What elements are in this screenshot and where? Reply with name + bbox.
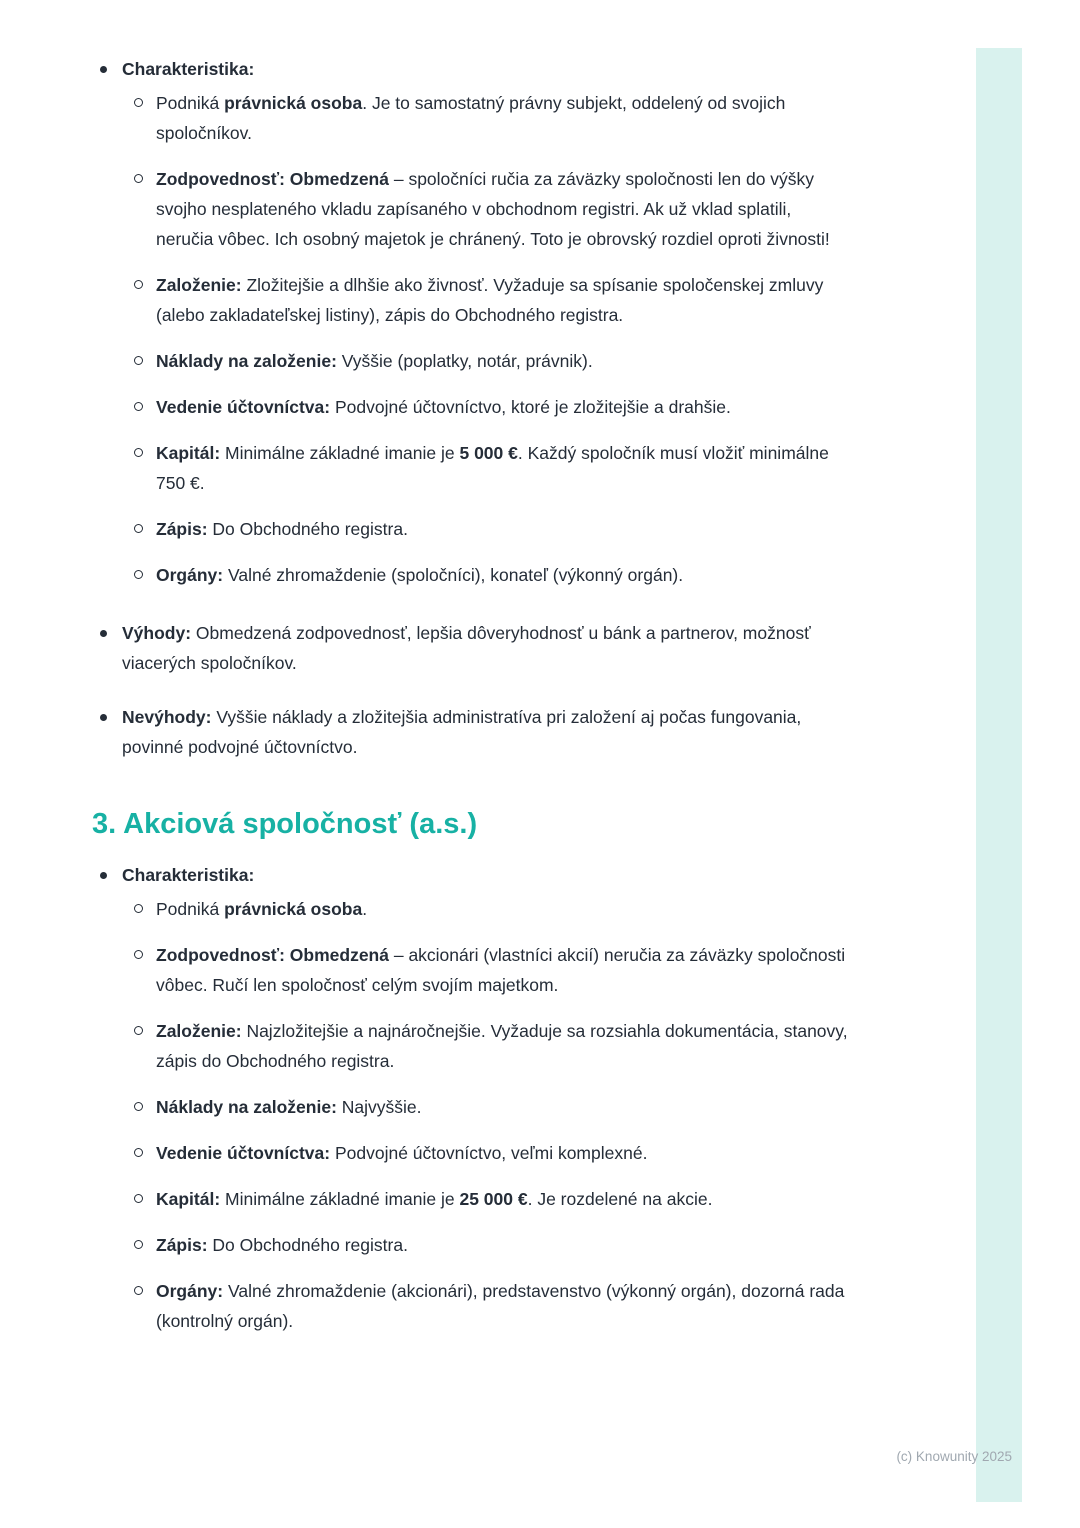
sub-list-item [134, 392, 880, 422]
sub-list-item-text: Podniká právnická osoba. [156, 899, 368, 919]
circle-bullet-icon [134, 174, 143, 183]
sub-list-item-text: Orgány: Valné zhromaždenie (spoločníci), konateľ (výkonný orgán). [156, 565, 684, 585]
sub-list-item [134, 560, 880, 590]
sub-list-item-text: Vedenie účtovníctva: Podvojné účtovníctvo, veľmi komplexné. [156, 1143, 648, 1163]
sub-list-item [134, 88, 880, 148]
sub-list-item-text: Založenie: Zložitejšie a dlhšie ako živnosť. Vyžaduje sa spísanie spoločenskej zmluvy (alebo zakladateľskej listiny), zápis do Obchodného registra. [156, 275, 824, 325]
section-heading: 3. Akciová spoločnosť (a.s.) [92, 808, 478, 840]
sub-list-item [134, 1230, 880, 1260]
circle-bullet-icon [134, 356, 143, 365]
circle-bullet-icon [134, 1102, 143, 1111]
circle-bullet-icon [134, 1194, 143, 1203]
sub-list-item [134, 1016, 880, 1076]
list-item-text: Charakteristika: [122, 865, 255, 885]
sub-list-item-text: Zápis: Do Obchodného registra. [156, 519, 408, 539]
side-stripe [976, 48, 1022, 1502]
list-item-text: Charakteristika: [122, 59, 255, 79]
sub-list-item [134, 1092, 880, 1122]
sub-list-item [134, 940, 880, 1000]
sub-list-item [134, 514, 880, 544]
list-item [100, 860, 880, 890]
bullet-icon [100, 872, 107, 879]
list-item-text: Nevýhody: Vyššie náklady a zložitejšia administratíva pri založení aj počas fungovania, povinné podvojné účtovníctvo. [122, 707, 802, 757]
sub-list-item-text: Kapitál: Minimálne základné imanie je 5 000 €. Každý spoločník musí vložiť minimálne 750 €. [156, 443, 829, 493]
circle-bullet-icon [134, 1148, 143, 1157]
sub-list-item [134, 346, 880, 376]
circle-bullet-icon [134, 402, 143, 411]
sub-list-item [134, 164, 880, 254]
list-item [100, 618, 880, 678]
sub-list-item-text: Vedenie účtovníctva: Podvojné účtovníctvo, ktoré je zložitejšie a drahšie. [156, 397, 731, 417]
circle-bullet-icon [134, 1026, 143, 1035]
list-item [100, 54, 880, 84]
sub-list-item [134, 1138, 880, 1168]
sub-list-item [134, 1276, 880, 1336]
circle-bullet-icon [134, 1240, 143, 1249]
circle-bullet-icon [134, 904, 143, 913]
sub-list-item-text: Zodpovednosť: Obmedzená – spoločníci ručia za záväzky spoločnosti len do výšky svojho nesplateného vkladu zapísaného v obchodnom registri. Ak už vklad splatili, neručia vôbec. Ich osobný majetok je chránený. Toto je obrovský rozdiel oproti živnosti! [156, 169, 830, 249]
circle-bullet-icon [134, 1286, 143, 1295]
sub-list-item [134, 1184, 880, 1214]
circle-bullet-icon [134, 950, 143, 959]
circle-bullet-icon [134, 280, 143, 289]
circle-bullet-icon [134, 98, 143, 107]
sub-list-item-text: Kapitál: Minimálne základné imanie je 25 000 €. Je rozdelené na akcie. [156, 1189, 713, 1209]
list-item-text: Výhody: Obmedzená zodpovednosť, lepšia dôveryhodnosť u bánk a partnerov, možnosť viacerých spoločníkov. [122, 623, 811, 673]
bullet-icon [100, 630, 107, 637]
circle-bullet-icon [134, 524, 143, 533]
sub-list-item [134, 438, 880, 498]
sub-list-item-text: Založenie: Najzložitejšie a najnáročnejšie. Vyžaduje sa rozsiahla dokumentácia, stanovy, zápis do Obchodného registra. [156, 1021, 848, 1071]
sub-list-item-text: Podniká právnická osoba. Je to samostatný právny subjekt, oddelený od svojich spoločníkov. [156, 93, 786, 143]
sub-list-item [134, 894, 880, 924]
sub-list-item-text: Náklady na založenie: Vyššie (poplatky, notár, právnik). [156, 351, 593, 371]
circle-bullet-icon [134, 570, 143, 579]
bullet-icon [100, 714, 107, 721]
sub-list-item-text: Zodpovednosť: Obmedzená – akcionári (vlastníci akcií) neručia za záväzky spoločnosti vôbec. Ručí len spoločnosť celým svojím majetkom. [156, 945, 846, 995]
sub-list-item-text: Náklady na založenie: Najvyššie. [156, 1097, 422, 1117]
circle-bullet-icon [134, 448, 143, 457]
document-content [92, 54, 880, 1336]
sub-list-item-text: Orgány: Valné zhromaždenie (akcionári), predstavenstvo (výkonný orgán), dozorná rada (kontrolný orgán). [156, 1281, 845, 1331]
bullet-icon [100, 66, 107, 73]
sub-list-item [134, 270, 880, 330]
list-item [100, 702, 880, 762]
footer-credit: (c) Knowunity 2025 [896, 1449, 1012, 1464]
sub-list-item-text: Zápis: Do Obchodného registra. [156, 1235, 408, 1255]
